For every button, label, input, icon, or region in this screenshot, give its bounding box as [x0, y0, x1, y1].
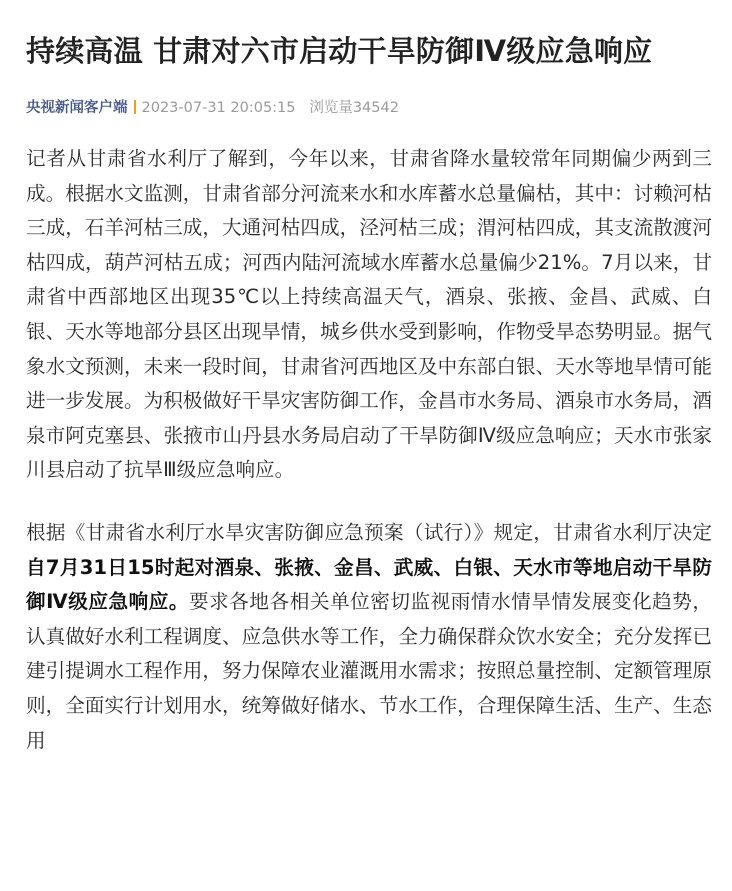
article-meta	[26, 96, 712, 120]
paragraph	[26, 516, 712, 758]
views-count: 34542	[352, 100, 399, 116]
source-link[interactable]: 央视新闻客户端	[26, 100, 128, 116]
publish-datetime: 2023-07-31 20:05:15	[141, 100, 296, 116]
views-label: 浏览量	[309, 100, 353, 116]
paragraph-lead: 根据《甘肃省水利厅水旱灾害防御应急预案（试行）》规定，甘肃省水利厅决定	[26, 520, 712, 544]
paragraph: 记者从甘肃省水利厅了解到，今年以来，甘肃省降水量较常年同期偏少两到三成。根据水文监测，甘肃省部分河流来水和水库蓄水总量偏枯，其中：讨赖河枯三成，石羊河枯三成，大通河枯四成，泾河枯三成；渭河枯四成，其支流散渡河枯四成，葫芦河枯五成；河西内陆河流域水库蓄水总量偏少21%。7月以来，甘肃省中西部地区出现35℃以上持续高温天气，酒泉、张掖、金昌、武威、白银、天水等地部分县区出现旱情，城乡供水受到影响，作物受旱态势明显。据气象水文预测，未来一段时间，甘肃省河西地区及中东部白银、天水等地旱情可能进一步发展。为积极做好干旱灾害防御工作，金昌市水务局、酒泉市水务局，酒泉市阿克塞县、张掖市山丹县水务局启动了干旱防御Ⅳ级应急响应；天水市张家川县启动了抗旱Ⅲ级应急响应。	[26, 147, 712, 482]
paragraph-rest: 要求各地各相关单位密切监视雨情水情旱情发展变化趋势，认真做好水利工程调度、应急供水等工作，全力确保群众饮水安全；充分发挥已建引提调水工程作用，努力保障农业灌溉用水需求；按照总量控制、定额管理原则，全面实行计划用水，统筹做好储水、节水工作，合理保障生活、生产、生态用	[26, 590, 712, 752]
article-title: 持续高温 甘肃对六市启动干旱防御Ⅳ级应急响应	[26, 34, 653, 68]
paragraph-bold-highlight: 自7月31日15时起对酒泉、张掖、金昌、武威、白银、天水市等地启动干旱防御Ⅳ级应急响应。	[26, 555, 712, 614]
article-body	[26, 142, 712, 758]
meta-separator	[134, 100, 136, 114]
